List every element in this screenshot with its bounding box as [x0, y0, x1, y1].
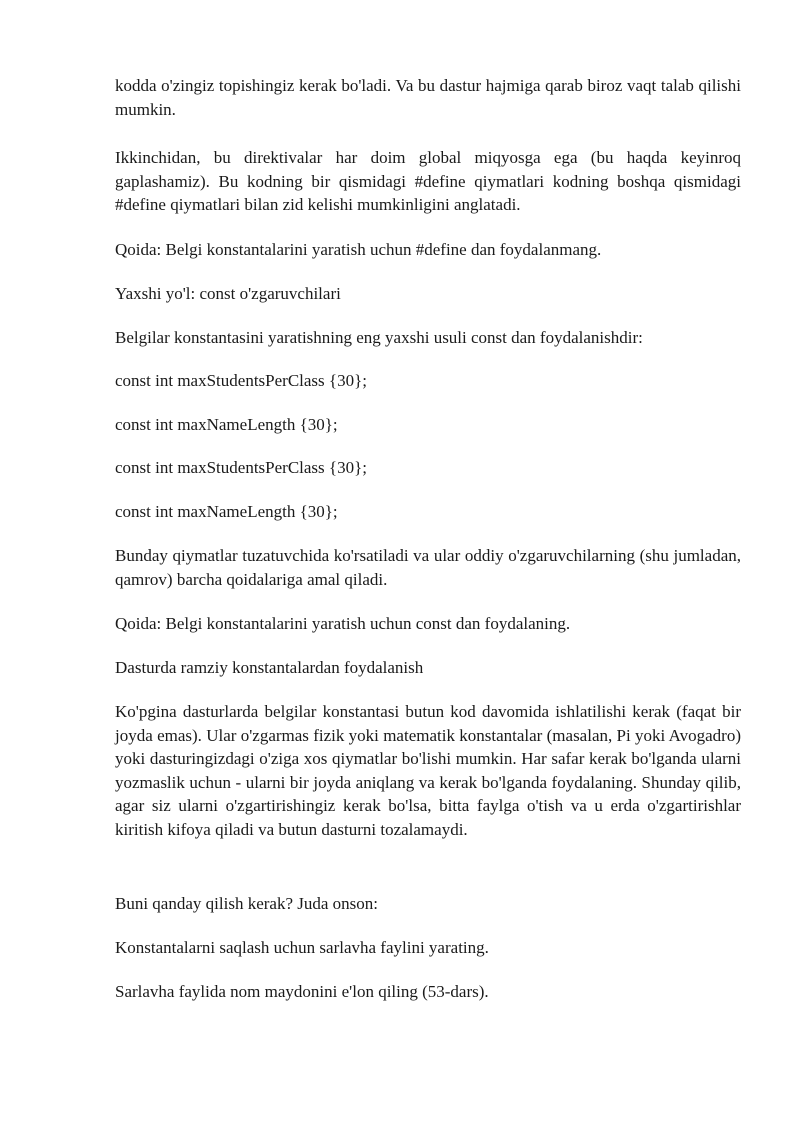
code-line: const int maxNameLength {30};	[115, 415, 338, 434]
rule-use-const: Qoida: Belgi konstantalarini yaratish uchun const dan foydalaning.	[115, 614, 571, 633]
paragraph-many-programs: Ko'pgina dasturlarda belgilar konstantasi butun kod davomida ishlatilishi kerak (faqat bir joyda emas). Ular o'zgarmas fizik yoki matematik konstantalar (masalan, Pi yoki Avogadro) yoki dasturingizdagi o'ziga xos qiymatlar bo'lishi mumkin. Har safar kerak bo'lganda ularni yozmaslik uchun - ularni bir joyda aniqlang va kerak bo'lganda foydalaning. Shunday qilib, agar siz ularni o'zgartirishingiz kerak bo'lsa, bitta faylga o'tish va u erda o'zgartirishlar kiritish kifoya qiladi va butun dasturni tozalamaydi.	[115, 702, 741, 839]
heading-symbolic-constants: Dasturda ramziy konstantalardan foydalanish	[115, 658, 424, 677]
paragraph-global-scope: Ikkinchidan, bu direktivalar har doim global miqyosga ega (bu haqda keyinroq gaplashamiz). Bu kodning bir qismidagi #define qiymatlari kodning boshqa qismidagi #define qiymatlari bilan zid kelishi mumkinligini anglatadi.	[115, 148, 741, 215]
heading-const-variables: Yaxshi yo'l: const o'zgaruvchilari	[115, 284, 341, 303]
paragraph-create-header: Konstantalarni saqlash uchun sarlavha faylini yarating.	[115, 938, 489, 957]
paragraph-debugger: Bunday qiymatlar tuzatuvchida ko'rsatiladi va ular oddiy o'zgaruvchilarning (shu jumladan, qamrov) barcha qoidalariga amal qiladi.	[115, 546, 741, 589]
paragraph-intro-continuation: kodda o'zingiz topishingiz kerak bo'ladi. Va bu dastur hajmiga qarab biroz vaqt talab qilishi mumkin.	[115, 76, 741, 119]
rule-no-define: Qoida: Belgi konstantalarini yaratish uchun #define dan foydalanmang.	[115, 240, 602, 259]
code-line: const int maxStudentsPerClass {30};	[115, 458, 367, 477]
paragraph-declare-namespace: Sarlavha faylida nom maydonini e'lon qiling (53-dars).	[115, 982, 489, 1001]
code-line: const int maxNameLength {30};	[115, 502, 338, 521]
paragraph-how-to: Buni qanday qilish kerak? Juda onson:	[115, 894, 378, 913]
code-line: const int maxStudentsPerClass {30};	[115, 371, 367, 390]
paragraph-best-way: Belgilar konstantasini yaratishning eng yaxshi usuli const dan foydalanishdir:	[115, 328, 643, 347]
